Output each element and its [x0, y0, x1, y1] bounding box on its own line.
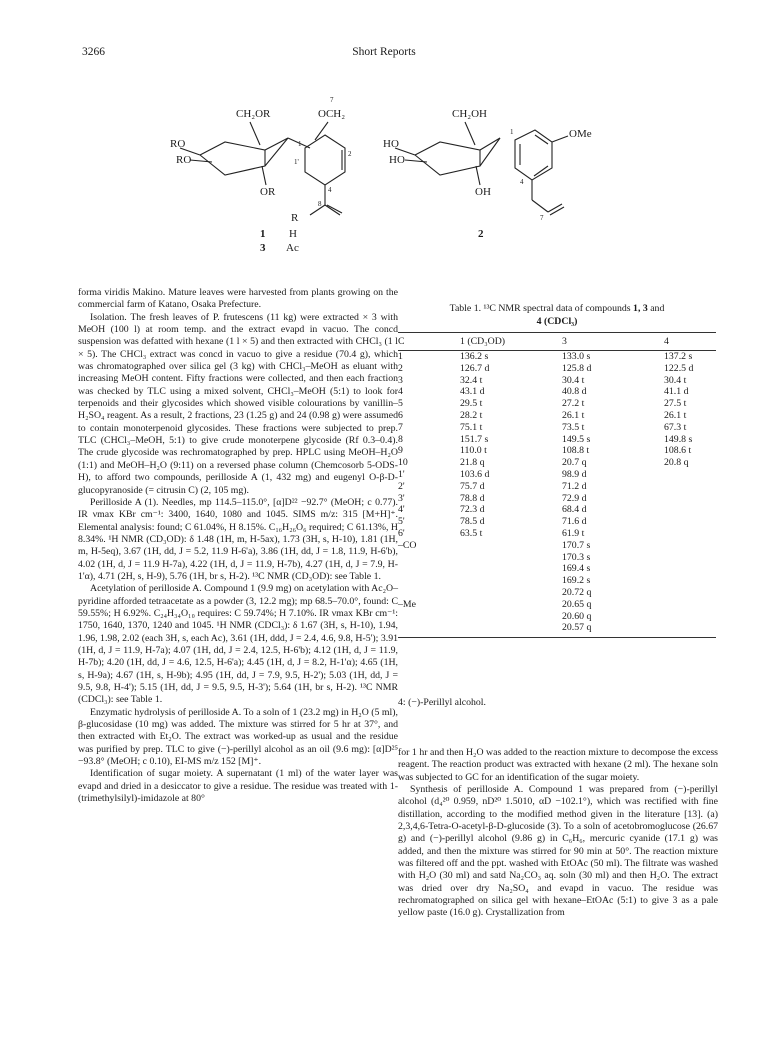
nmr-table — [398, 303, 716, 638]
table-cell: 29.5 t — [460, 398, 483, 410]
table-cell: 71.2 d — [562, 480, 587, 492]
table-row — [398, 622, 716, 637]
table-cell: 98.9 d — [562, 468, 587, 480]
table-row — [398, 410, 716, 422]
paragraph-isolation: Isolation. The fresh leaves of P. frutescens (11 kg) were extracted × 3 with MeOH (100 l) at room temp. and the extract evapd in vacuo. The concd suspension was defatted with hexane (1 l × 5) and then extracted with CHCl₃ (1 l × 5). The CHCl₃ extract was concd in vacuo to give a residue (70.4 g), which was chromatographed over silica gel (3 kg) with CHCl₃–MeOH as eluant with increasing MeOH content. Fifty fractions were collected, and then each fraction was checked by TLC using a mixed solvent, CHCl₃–MeOH (5:1) to look for terpenoids and their glycosides which showed visible colourations by vanillin–H₂SO₄ reagent. As a result, 2 fractions, 23 (1.25 g) and 24 (0.98 g) were assumed to contain monoterpenoid glycosides. These fractions were subjected to prep. TLC (CHCl₃–MeOH, 5:1) to give crude monoterpene glycoside (Rf 0.3–0.4). The crude glycoside was rechromatographed by prep. HPLC using MeOH–H₂O (1:1) and MeOH–H₂O (9:11) on a reversed phase column (Chemcosorb 5-ODS-H), to afford two compounds, perilloside A (1, 432 mg) and eugenyl O-β-D-glucopyranoside (= citrusin C) (2, 105 mg). — [78, 311, 398, 496]
table-cell: 125.8 d — [562, 362, 592, 374]
table-cell: 21.8 q — [460, 457, 485, 469]
table-row — [398, 528, 716, 540]
table-cell: 2 — [398, 362, 403, 374]
table-cell — [450, 540, 548, 552]
compound-2-label: 2 — [478, 228, 484, 240]
table-cell: 10 — [398, 457, 408, 469]
table-cell: 78.8 d — [460, 492, 485, 504]
col-header-c: C — [398, 333, 450, 351]
table-cell: 9 — [398, 445, 403, 457]
paragraph-intro: forma viridis Makino. Mature leaves were harvested from plants growing on the commercial farm of Katano, Osaka Prefecture. — [78, 287, 398, 311]
table-row — [398, 351, 716, 363]
table-cell — [450, 599, 548, 611]
table-cell: 26.1 t — [664, 409, 687, 421]
table-caption-prefix: Table 1. ¹³C NMR spectral data of compounds — [449, 303, 631, 314]
table-row — [398, 611, 716, 623]
table-cell — [398, 575, 450, 587]
table-cell: 4 — [398, 386, 403, 398]
table-cell: 122.5 d — [664, 362, 694, 374]
label-ch2oh: CH₂OH — [452, 108, 488, 120]
table-caption — [398, 303, 716, 328]
table-cell — [398, 563, 450, 575]
table-cell: 126.7 d — [460, 362, 490, 374]
table-row — [398, 504, 716, 516]
paragraph-perilloside-a: Perilloside A (1). Needles, mp 114.5–115.0°, [α]D²² −92.7° (MeOH; c 0.77). IR νmax KBr cm⁻¹: 3400, 1640, 1080 and 1045. SIMS m/z: 315 [M+H]⁺. Elemental analysis: found; C 61.04%, H 8.15%. C₁₆H₂₆O₆ required; C 61.13%, H 8.34%. ¹H NMR (CD₃OD): δ 1.48 (1H, m, H-5ax), 1.73 (3H, s, H-10), 1.81 (1H, m, H-5eq), 3.67 (1H, dd, J = 5.2, 11.9 H-6'a), 3.86 (1H, dd, J = 1.8, 11.9, H-6'b), 4.02 (1H, d, J = 11.9 H-7a), 4.22 (1H, d, J = 11.9, H-7b), 4.27 (1H, d, J = 7.9, H-1'α), 4.71 (2H, s, H-9), 5.76 (1H, br s, H-2). ¹³C NMR (CD₃OD): see Table 1. — [78, 496, 398, 582]
table-row — [398, 469, 716, 481]
table-cell — [650, 504, 716, 516]
table-cell: 61.9 t — [562, 527, 585, 539]
col-header-1: 1 (CD₃OD) — [450, 333, 548, 351]
table-cell: 41.1 d — [664, 386, 689, 398]
table-cell — [450, 575, 548, 587]
table-cell: 20.57 q — [548, 622, 650, 637]
table-cell: 26.1 t — [562, 409, 585, 421]
chemical-structures — [170, 96, 640, 270]
table-cell — [398, 552, 450, 564]
table-cell: 5' — [398, 516, 405, 528]
table-row — [398, 575, 716, 587]
table-row — [398, 540, 716, 552]
table-cell — [450, 622, 548, 637]
table-cell: 20.65 q — [562, 598, 592, 610]
paragraph-synthesis: Synthesis of perilloside A. Compound 1 was prepared from (−)-perillyl alcohol (d₄²⁰ 0.959, nD²⁰ 1.5010, αD −102.1°), which was rectified with fine distillation, according to the modified method given in the literature [13]. (a) 2,3,4,6-Tetra-O-acetyl-β-D-glucoside (3). To a soln of acetobromoglucose (26.67 g) and (−)-perillyl alcohol (9.86 g) in C₆H₆, mercuric cyanide (17.1 g) was added, and then the mixture was stirred for 90 min at 50°. The reaction mixture was filtered off and the ppt. washed with EtOAc (50 ml). The filtrate was washed with H₂O (30 ml) and satd Na₂CO₃ aq. soln (30 ml) and then H₂O. The extract was dried over dry Na₂SO₄ and evapd in vacuo. The residue was rechromatographed on silica gel with hexane–EtOAc (5:1) to give 3 as a pale yellow paste (16.0 g). Crystallization from — [398, 784, 718, 919]
table-cell: 108.8 t — [562, 445, 590, 457]
legend-num-1: 1 — [260, 228, 266, 240]
table-cell: 170.7 s — [562, 539, 591, 551]
table-row — [398, 375, 716, 387]
right-column — [398, 747, 718, 920]
table-cell — [450, 587, 548, 599]
sugar-ring-top-1 — [200, 138, 288, 155]
table-cell: 20.60 q — [562, 610, 592, 622]
table-cell: 6' — [398, 527, 405, 539]
table-cell: 71.6 d — [562, 516, 587, 528]
table-cell: 20.7 q — [562, 457, 587, 469]
table-row — [398, 587, 716, 599]
table-cell: 133.0 s — [562, 351, 591, 362]
table-cell: 30.4 t — [664, 374, 687, 386]
table-cell: 20.8 q — [664, 457, 689, 469]
nmr-data-table — [398, 332, 716, 638]
table-cell: 110.0 t — [460, 445, 487, 457]
table-cell: 63.5 t — [460, 527, 483, 539]
table-cell — [650, 469, 716, 481]
table-cell: 27.2 t — [562, 398, 585, 410]
sugar-ring-bottom-1 — [200, 138, 288, 175]
label-pos-4-right: 4 — [520, 178, 524, 186]
table-cell — [650, 552, 716, 564]
table-header-row — [398, 333, 716, 351]
table-cell — [650, 493, 716, 505]
table-row — [398, 563, 716, 575]
col-header-4: 4 — [650, 333, 716, 351]
label-pos-7: 7 — [330, 96, 334, 104]
table-cell: 136.2 s — [460, 351, 489, 362]
label-ro-2: RO — [176, 154, 192, 166]
label-ho-2: HO — [389, 154, 405, 166]
table-row — [398, 552, 716, 564]
table-cell: 75.1 t — [460, 421, 483, 433]
label-pos-1prime: 1' — [294, 158, 299, 166]
label-pos-1: 1 — [298, 140, 302, 148]
table-cell: 7 — [398, 421, 403, 433]
table-row — [398, 516, 716, 528]
legend-r-3: Ac — [286, 242, 299, 254]
table-cell: 1' — [398, 468, 405, 480]
table-cell: 8 — [398, 433, 403, 445]
table-caption-and: and — [650, 303, 665, 314]
table-cell: 72.9 d — [562, 492, 587, 504]
table-cell: 3' — [398, 492, 405, 504]
table-row — [398, 457, 716, 469]
table-cell: 20.72 q — [562, 586, 592, 598]
label-ome: OMe — [569, 128, 592, 140]
table-row — [398, 363, 716, 375]
table-cell: 28.2 t — [460, 409, 483, 421]
table-cell: 2' — [398, 480, 405, 492]
table-cell — [450, 611, 548, 623]
table-cell — [650, 528, 716, 540]
table-row — [398, 599, 716, 611]
table-caption-line2: 4 (CDCl₃) — [536, 315, 578, 327]
table-row — [398, 398, 716, 410]
legend-num-3: 3 — [260, 242, 266, 254]
paragraph-sugar-id: Identification of sugar moiety. A supernatant (1 ml) of the water layer was evapd and dried in a desiccator to give a residue. The residue was treated with 1-(trimethylsilyl)-imidazole at 80° — [78, 768, 398, 805]
table-row — [398, 422, 716, 434]
table-cell: 5 — [398, 398, 403, 410]
table-cell: –CO — [398, 539, 417, 551]
table-cell: 73.5 t — [562, 421, 585, 433]
table-cell: 43.1 d — [460, 386, 485, 398]
label-och2: OCH₂ — [318, 108, 346, 120]
label-oh: OH — [475, 186, 491, 198]
table-cell: 1 — [398, 351, 403, 362]
table-cell: 169.2 s — [562, 575, 591, 587]
label-ho-1: HO — [383, 138, 399, 150]
paragraph-continued: for 1 hr and then H₂O was added to the reaction mixture to decompose the excess reagent. The reaction product was extracted with hexane (2 ml). The hexane soln was subjected to GC for an identification of the sugar moiety. — [398, 747, 718, 783]
table-cell — [650, 481, 716, 493]
table-cell — [650, 611, 716, 623]
table-row — [398, 386, 716, 398]
table-cell — [650, 587, 716, 599]
table-row — [398, 493, 716, 505]
table-cell: –Me — [398, 598, 416, 610]
label-pos-1-right: 1 — [510, 128, 514, 136]
left-column — [78, 287, 398, 805]
label-ch2or: CH₂OR — [236, 108, 271, 120]
table-cell: 30.4 t — [562, 374, 585, 386]
table-cell: 137.2 s — [664, 351, 693, 362]
table-cell: 3 — [398, 374, 403, 386]
table-cell — [650, 599, 716, 611]
table-cell: 68.4 d — [562, 504, 587, 516]
table-cell — [650, 516, 716, 528]
table-cell: 108.6 t — [664, 445, 692, 457]
table-cell — [450, 552, 548, 564]
table-cell: 72.3 d — [460, 504, 485, 516]
paragraph-hydrolysis: Enzymatic hydrolysis of perilloside A. To a soln of 1 (23.2 mg) in H₂O (5 ml), β-glucosidase (10 mg) was added. The mixture was stirred for 5 hr at 37°, and then extracted with Et₂O. The extract was worked-up as usual and the residue was purified by prep. TLC to give (−)-perillyl alcohol as an oil (9.6 mg): [α]D²⁵ −93.8° (MeOH; c 0.10), EI-MS m/z 152 [M]⁺. — [78, 706, 398, 768]
table-cell: 75.7 d — [460, 480, 485, 492]
table-cell: 6 — [398, 409, 403, 421]
table-row — [398, 481, 716, 493]
sugar-ring-top-2 — [415, 138, 500, 155]
paragraph-acetylation: Acetylation of perilloside A. Compound 1 (9.9 mg) on acetylation with Ac₂O–pyridine afforded tetraacetate as a powder (3, 12.2 mg); mp 68.5–70.0°, found: C 59.55%; H 6.92%. C₂₄H₃₄O₁₀ requires: C 59.74%; H 7.10%. IR νmax KBr cm⁻¹: 1750, 1640, 1370, 1240 and 1045. ¹H NMR (CDCl₃): δ 1.67 (3H, s, H-10), 1.94, 1.96, 1.98, 2.02 (each 3H, s, each Ac), 3.61 (1H, ddd, J = 2.4, 4.6, 9.8, H-5'); 3.91 (1H, d, J = 11.9, H-7a); 4.07 (1H, dd, J = 2.4, 12.5, H-6'b); 4.12 (1H, d, J = 11.9, H-7b); 4.20 (1H, dd, J = 4.6, 12.5, H-6'a); 4.45 (1H, d, J = 8.2, H-1'α); 4.65 (1H, s, H-9a); 4.67 (1H, s, H-9b); 4.95 (1H, dd, J = 7.9, 9.5, H-2'); 5.03 (1H, dd, J = 9.5, 9.8, H-4'); 5.15 (1H, dd, J = 9.5, 9.5, H-3'); 5.64 (1H, br s, H-2). ¹³C NMR (CDCl₃): see Table 1. — [78, 583, 398, 706]
table-cell: 67.3 t — [664, 421, 687, 433]
table-cell: 169.4 s — [562, 563, 591, 575]
table-cell: 27.5 t — [664, 398, 687, 410]
legend-r-1: H — [289, 228, 297, 240]
table-cell: 149.5 s — [562, 433, 591, 445]
table-row — [398, 434, 716, 446]
table-cell — [398, 587, 450, 599]
table-cell — [650, 575, 716, 587]
label-or: OR — [260, 186, 276, 198]
table-cell — [398, 611, 450, 623]
running-head: Short Reports — [352, 46, 416, 58]
col-header-3: 3 — [548, 333, 650, 351]
table-footnote: 4: (−)-Perillyl alcohol. — [398, 697, 486, 708]
page-number: 3266 — [82, 46, 105, 58]
label-pos-2: 2 — [348, 150, 352, 158]
table-cell: 40.8 d — [562, 386, 587, 398]
table-cell: 78.5 d — [460, 516, 485, 528]
table-cell: 151.7 s — [460, 433, 489, 445]
table-cell — [650, 622, 716, 637]
table-cell — [650, 563, 716, 575]
table-cell — [450, 563, 548, 575]
table-cell: 32.4 t — [460, 374, 483, 386]
table-cell — [398, 622, 450, 637]
legend-r-header: R — [291, 212, 299, 224]
table-cell — [650, 540, 716, 552]
label-ro-1: RO — [170, 138, 186, 150]
table-cell: 170.3 s — [562, 551, 591, 563]
label-pos-7-right: 7 — [540, 214, 544, 222]
table-cell: 4' — [398, 504, 405, 516]
table-cell: 103.6 d — [460, 468, 490, 480]
table-caption-compounds: 1, 3 — [633, 303, 648, 314]
structure-drawings — [170, 100, 640, 270]
label-pos-8: 8 — [318, 200, 322, 208]
table-row — [398, 445, 716, 457]
table-cell: 149.8 s — [664, 433, 693, 445]
label-pos-4: 4 — [328, 186, 332, 194]
